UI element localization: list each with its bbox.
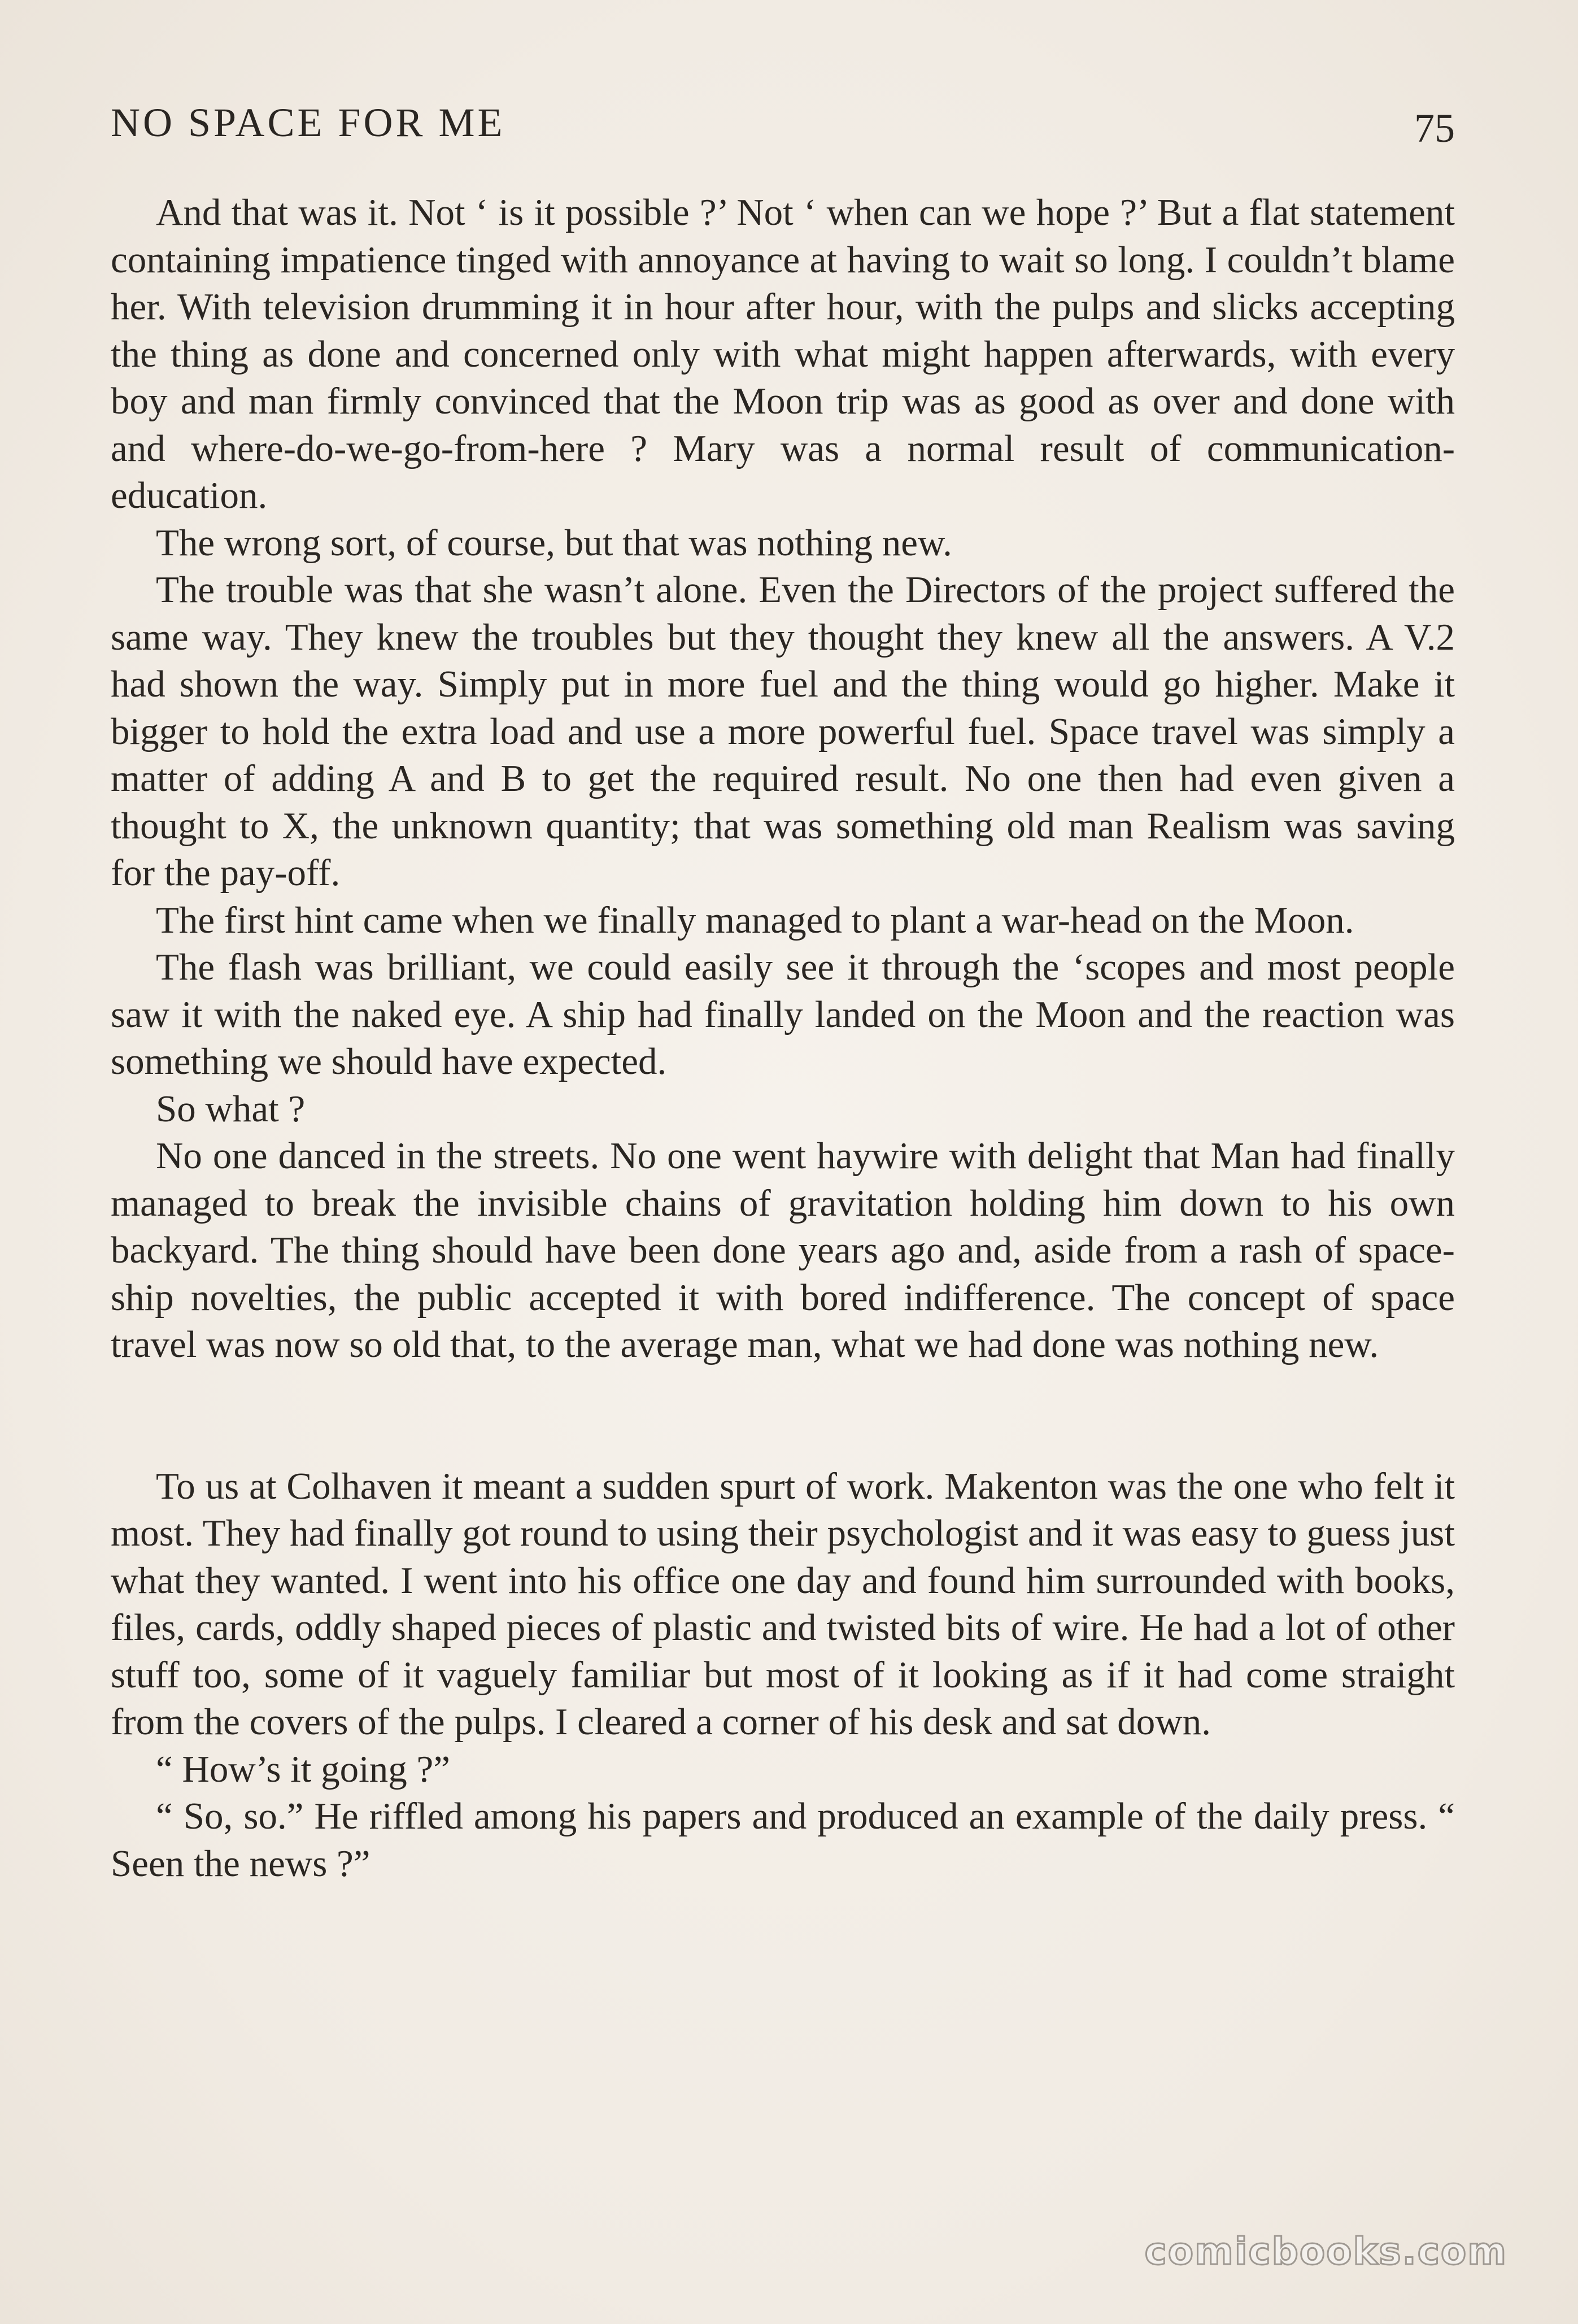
paragraph: “ How’s it going ?” [156, 1748, 451, 1790]
section-break [111, 1369, 1455, 1463]
watermark-logo: comicbooks.com [1144, 2230, 1507, 2273]
paragraph: No one danced in the streets. No one went haywire with delight that Man had finally managed to break the invisible chains of gravitation holding him down to his own backyard. The thing should have been done years ago and, aside from a rash of space-ship novelties, the public accepted it with bored indifference. The concept of space travel was now so old that, to the average man, what we had done was nothing new. [111, 1135, 1455, 1365]
paragraph: The flash was brilliant, we could easily see it through the ‘scopes and most people saw it with the naked eye. A ship had finally landed on the Moon and the reaction was something we should have expected. [111, 946, 1455, 1082]
paragraph: “ So, so.” He riffled among his papers and produced an example of the daily press. “ Seen the news ?” [111, 1795, 1455, 1885]
body-text [111, 189, 1455, 1887]
paragraph: The trouble was that she wasn’t alone. Even the Directors of the project suffered the same way. They knew the troubles but they thought they knew all the answers. A V.2 had shown the way. Simply put in more fuel and the thing would go higher. Make it bigger to hold the extra load and use a more powerful fuel. Space travel was simply a matter of adding A and B to get the required result. No one then had even given a thought to X, the unknown quantity; that was something old man Realism was saving for the pay-off. [111, 569, 1455, 894]
running-title: NO SPACE FOR ME [111, 100, 505, 145]
page-number: 75 [1414, 106, 1455, 151]
paragraph: The wrong sort, of course, but that was nothing new. [156, 521, 952, 564]
running-head [111, 97, 1455, 151]
paragraph: So what ? [156, 1087, 306, 1130]
paragraph: And that was it. Not ‘ is it possible ?’ Not ‘ when can we hope ?’ But a flat statement containing impatience tinged with annoyance at having to wait so long. I couldn’t blame her. With television drumming it in hour after hour, with the pulps and slicks accepting the thing as done and concerned only with what might happen afterwards, with every boy and man firmly convinced that the Moon trip was as good as over and done with and where-do-we-go-from-here ? Mary was a normal result of communication-education. [111, 192, 1455, 516]
paragraph: To us at Colhaven it meant a sudden spurt of work. Makenton was the one who felt it most. They had finally got round to using their psychologist and it was easy to guess just what they wanted. I went into his office one day and found him surrounded with books, files, cards, oddly shaped pieces of plastic and twisted bits of wire. He had a lot of other stuff too, some of it vaguely familiar but most of it looking as if it had come straight from the covers of the pulps. I cleared a corner of his desk and sat down. [111, 1465, 1455, 1743]
paragraph: The first hint came when we finally managed to plant a war-head on the Moon. [156, 899, 1354, 941]
